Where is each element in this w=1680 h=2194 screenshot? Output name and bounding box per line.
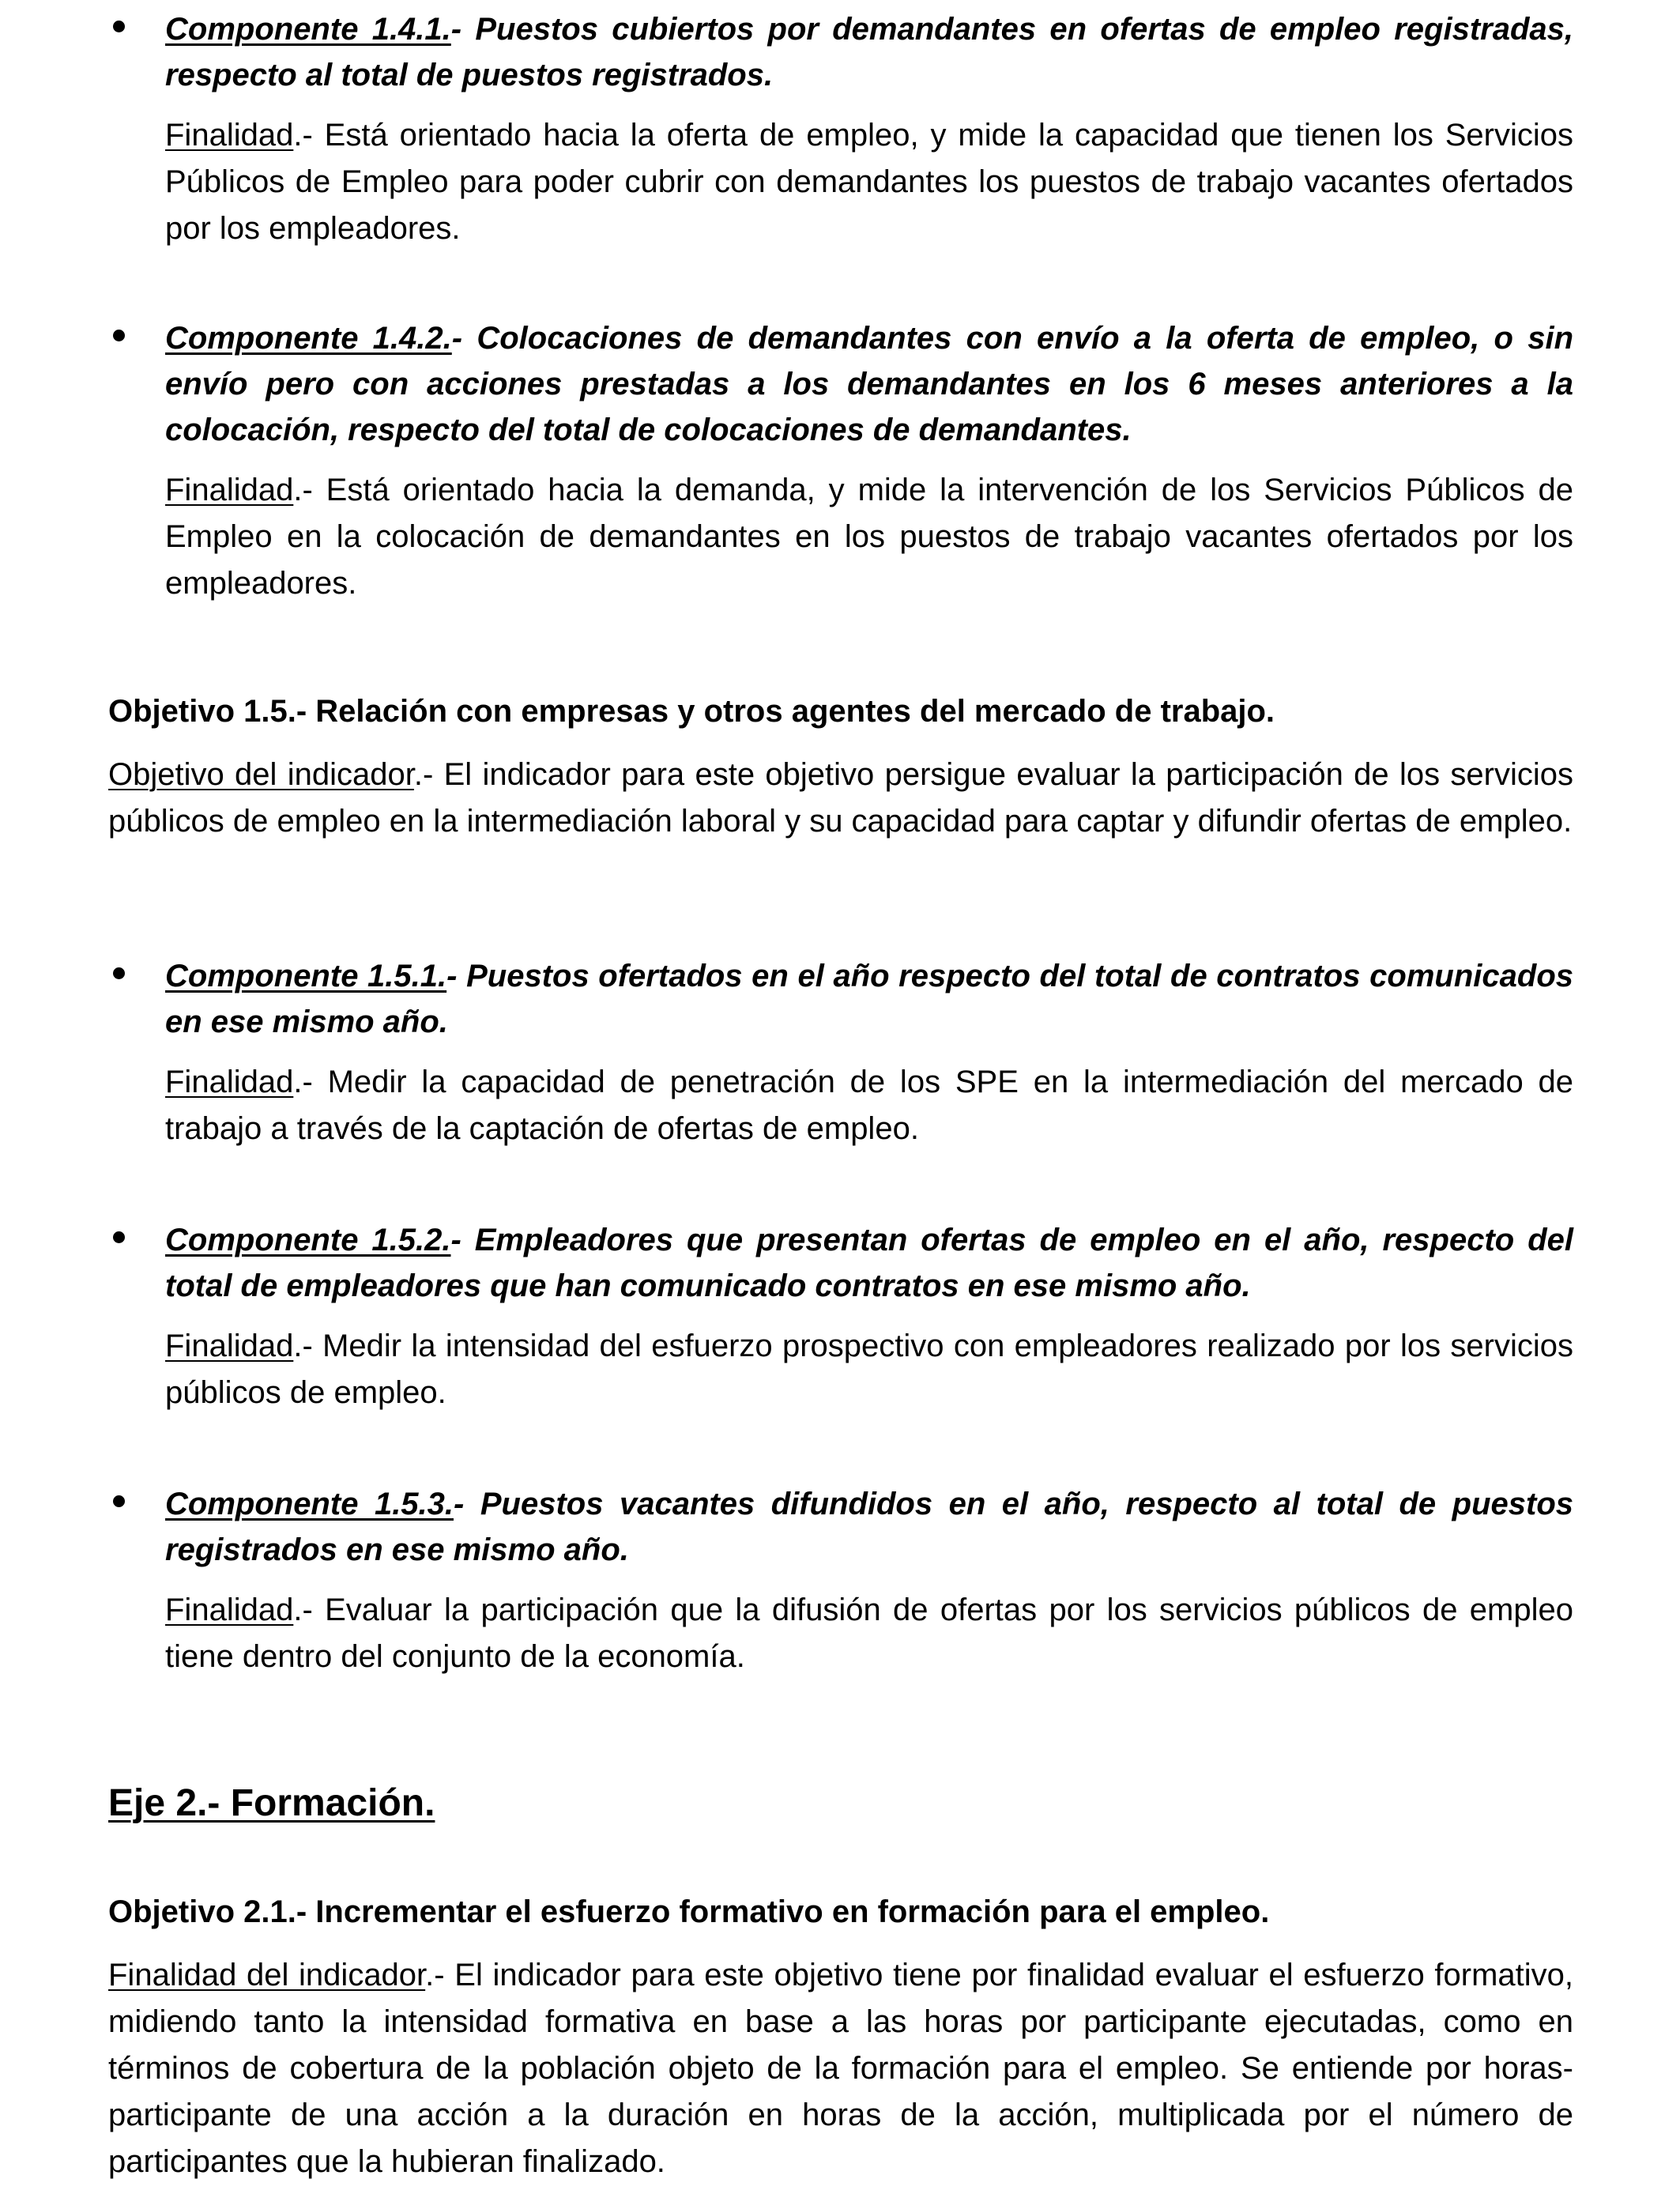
purpose-text: .- Está orientado hacia la demanda, y mide la intervención de los Servicios Públicos de Empleo en la colocación de demandantes en los puestos de trabajo vacantes ofertados por los empleadores.	[165, 473, 1573, 601]
purpose-paragraph	[165, 112, 1573, 252]
bullet-icon	[113, 967, 125, 979]
component-description: - Puestos ofertados en el año respecto del total de contratos comunicados en ese mismo año.	[165, 959, 1574, 1039]
component-1-5-1	[108, 953, 1573, 1152]
purpose-paragraph	[165, 1323, 1573, 1416]
component-ref: Componente 1.4.2.	[165, 321, 452, 356]
axis-heading: Eje 2.- Formación.	[108, 1782, 435, 1824]
component-title	[165, 6, 1573, 98]
component-1-4-1	[108, 6, 1573, 252]
purpose-paragraph	[165, 467, 1573, 607]
bullet-icon	[113, 1495, 125, 1507]
objective-heading: Objetivo 1.5.- Relación con empresas y otros agentes del mercado de trabajo.	[108, 694, 1275, 729]
component-1-5-2	[108, 1217, 1573, 1416]
objective-heading: Objetivo 2.1.- Incrementar el esfuerzo formativo en formación para el empleo.	[108, 1894, 1270, 1929]
purpose-label: Finalidad	[165, 473, 294, 507]
component-ref: Componente 1.4.1.	[165, 12, 451, 47]
purpose-label: Finalidad	[165, 1065, 294, 1099]
objective-1-5	[108, 688, 1573, 845]
purpose-text: .- Evaluar la participación que la difusión de ofertas por los servicios públicos de empleo tiene dentro del conjunto de la economía.	[165, 1593, 1573, 1674]
component-description: - Puestos vacantes difundidos en el año, respecto al total de puestos registrados en ese mismo año.	[165, 1487, 1574, 1567]
purpose-text: .- Está orientado hacia la oferta de empleo, y mide la capacidad que tienen los Servicios Públicos de Empleo para poder cubrir con demandantes los puestos de trabajo vacantes ofertados por los empleadores.	[165, 118, 1573, 246]
component-title	[165, 953, 1573, 1045]
purpose-paragraph	[165, 1587, 1573, 1680]
axis-2	[108, 1778, 1573, 1829]
objective-paragraph	[108, 1952, 1573, 2185]
objective-paragraph	[108, 752, 1573, 845]
component-description: - Colocaciones de demandantes con envío a la oferta de empleo, o sin envío pero con acciones prestadas a los demandantes en los 6 meses anteriores a la colocación, respecto del total de colocaciones de demandantes.	[165, 321, 1574, 447]
component-ref: Componente 1.5.3.	[165, 1487, 454, 1521]
purpose-paragraph	[165, 1059, 1573, 1152]
purpose-text: .- Medir la intensidad del esfuerzo prospectivo con empleadores realizado por los servicios públicos de empleo.	[165, 1329, 1573, 1410]
objective-label: Objetivo del indicador	[108, 757, 414, 792]
component-1-5-3	[108, 1481, 1573, 1680]
bullet-icon	[113, 1231, 125, 1243]
component-ref: Componente 1.5.2.	[165, 1223, 451, 1257]
purpose-text: .- Medir la capacidad de penetración de los SPE en la intermediación del mercado de trabajo a través de la captación de ofertas de empleo.	[165, 1065, 1573, 1146]
component-1-4-2	[108, 315, 1573, 607]
objective-text: .- El indicador para este objetivo tiene por finalidad evaluar el esfuerzo formativo, midiendo tanto la intensidad formativa en base a las horas por participante ejecutadas, como en términos de cobertura de la población objeto de la formación para el empleo. Se entiende por horas-participante de una acción a la duración en horas de la acción, multiplicada por el número de participantes que la hubieran finalizado.	[108, 1958, 1574, 2179]
component-ref: Componente 1.5.1.	[165, 959, 447, 993]
purpose-label: Finalidad	[165, 1593, 294, 1627]
component-description: - Puestos cubiertos por demandantes en ofertas de empleo registradas, respecto al total de puestos registrados.	[165, 12, 1573, 92]
component-title	[165, 315, 1573, 453]
component-title	[165, 1481, 1573, 1573]
bullet-icon	[113, 330, 125, 341]
component-description: - Empleadores que presentan ofertas de empleo en el año, respecto del total de empleadores que han comunicado contratos en ese mismo año.	[165, 1223, 1573, 1303]
purpose-label: Finalidad	[165, 118, 294, 153]
purpose-label: Finalidad	[165, 1329, 294, 1363]
objective-text: .- El indicador para este objetivo persigue evaluar la participación de los servicios públicos de empleo en la intermediación laboral y su capacidad para captar y difundir ofertas de empleo.	[108, 757, 1573, 839]
bullet-icon	[113, 21, 125, 32]
objective-label: Finalidad del indicador	[108, 1958, 426, 1992]
objective-2-1	[108, 1889, 1573, 2185]
component-title	[165, 1217, 1573, 1309]
